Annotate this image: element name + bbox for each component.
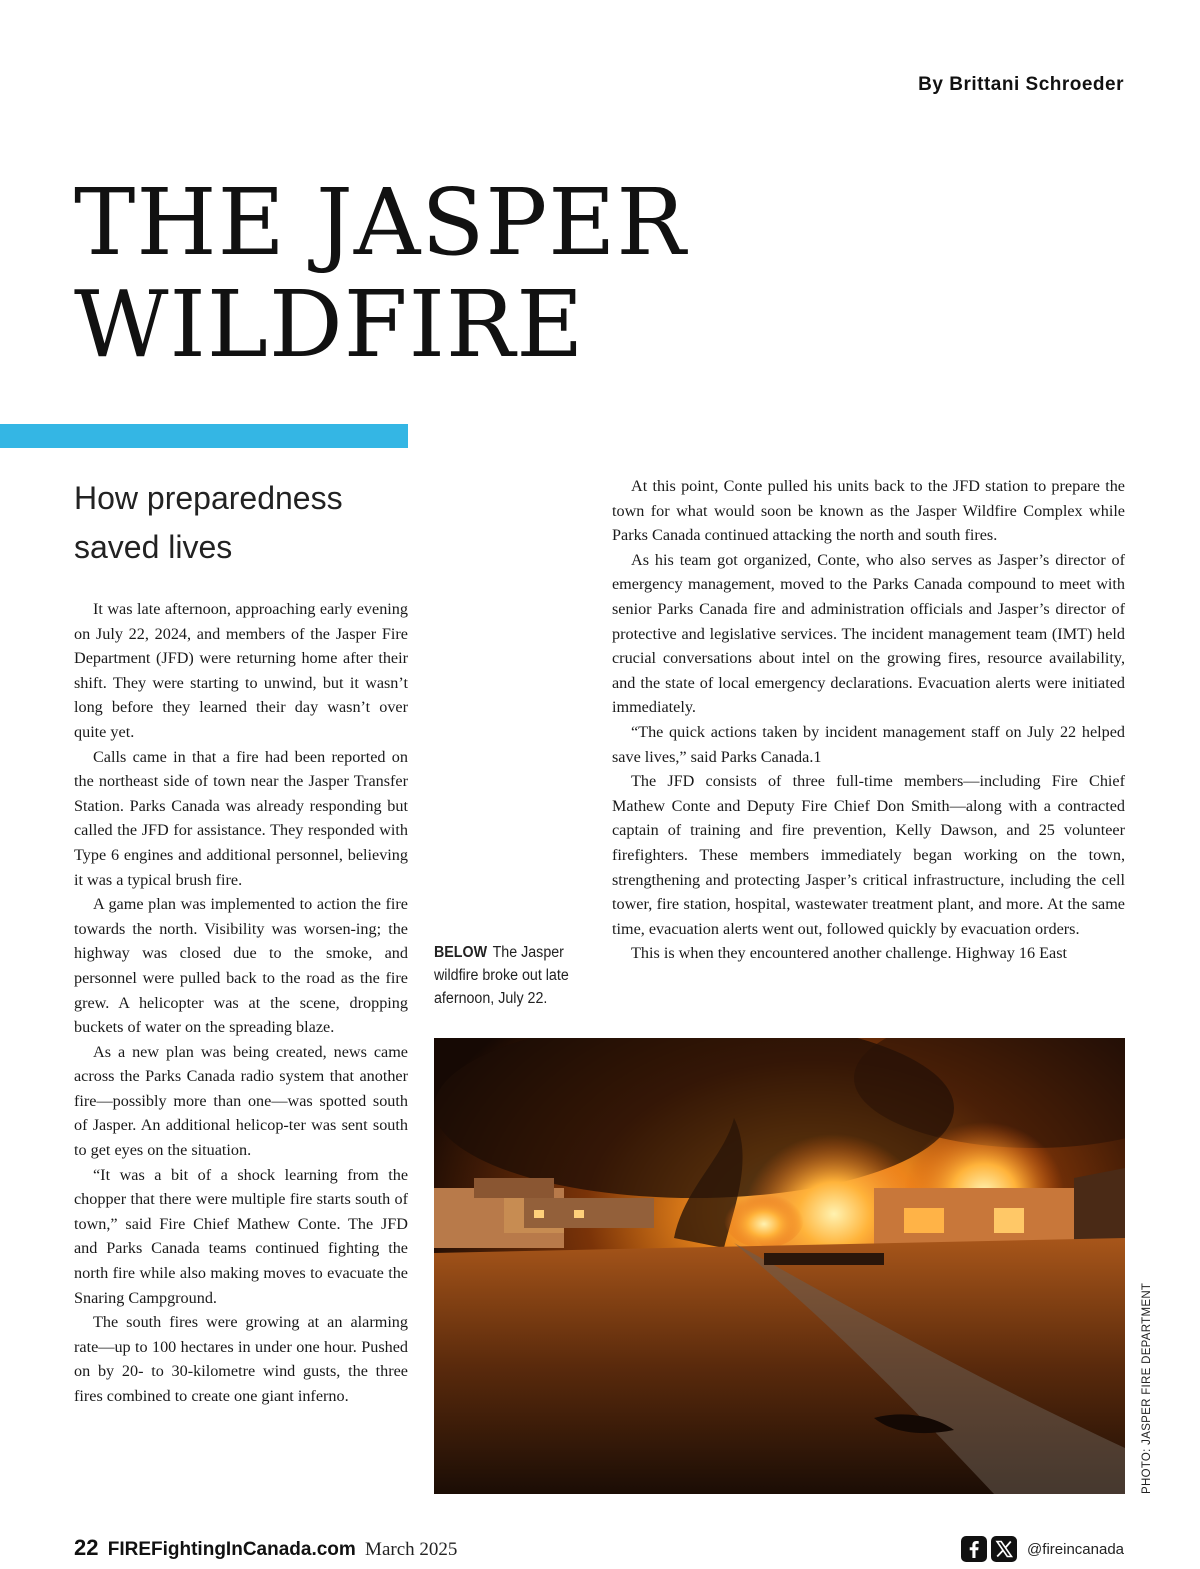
headline-line-2: WILDFIRE (74, 271, 585, 378)
footer-social (961, 1536, 1124, 1562)
photo-caption (434, 941, 581, 1010)
issue-date: March 2025 (365, 1539, 458, 1560)
paragraph: This is when they encountered another challenge. Highway 16 East (631, 944, 1068, 963)
accent-bar (0, 424, 408, 448)
social-handle[interactable]: @fireincanada (1027, 1540, 1124, 1558)
wildfire-photo (434, 1038, 1125, 1494)
site-link[interactable]: FIREFightingInCanada.com (107, 1539, 356, 1560)
paragraph: As his team got organized, Conte, who also serves as Jasper’s director of emergency management, moved to the Parks Canada compound to meet with senior Parks Canada fire and administration officials and Jasper’s director of protective and legislative services. The incident management team (IMT) held crucial conversations about intel on the growing fires, resource availability, and the state of local emergency declarations. Evacuation alerts were initiated immediately. (612, 550, 1125, 717)
caption-text: The Jasper wildfire broke out late afernoon, July 22. (434, 944, 569, 1007)
page-number: 22 (74, 1535, 99, 1560)
paragraph: The south fires were growing at an alarming rate—up to 100 hectares in under one hour. Pushed on by 20- to 30-kilometre wind gusts, the three fires combined to create one giant inferno. (74, 1313, 408, 1405)
wildfire-photo-illustration (434, 1038, 1125, 1494)
facebook-icon[interactable] (961, 1536, 987, 1562)
deck-subtitle: How preparedness saved lives (74, 480, 343, 565)
article-column-right (612, 474, 1125, 966)
x-icon[interactable] (991, 1536, 1017, 1562)
paragraph: A game plan was implemented to action the fire towards the north. Visibility was worsen-ing; the highway was closed due to the smoke, and personnel were pulled back to the road as the fire grew. A helicopter was at the scene, dropping buckets of water on the spreading blaze. (74, 895, 408, 1037)
article-column-left (74, 597, 408, 1409)
headline-line-1: THE JASPER (74, 169, 687, 276)
byline: By Brittani Schroeder (918, 74, 1124, 95)
headline (74, 169, 687, 378)
paragraph: The JFD consists of three full-time members—including Fire Chief Mathew Conte and Deputy Fire Chief Don Smith—along with a contracted captain of training and fire prevention, Kelly Dawson, and 25 volunteer firefighters. These members immediately began working on the town, strengthening and protecting Jasper’s critical infrastructure, including the cell tower, fire station, hospital, wastewater treatment plant, and more. At the same time, evacuation alerts went out, followed quickly by evacuation orders. (612, 772, 1125, 938)
paragraph: Calls came in that a fire had been reported on the northeast side of town near the Jasper Transfer Station. Parks Canada was already responding but called the JFD for assistance. They responded with Type 6 engines and additional personnel, believing it was a typical brush fire. (74, 747, 408, 889)
paragraph: It was late afternoon, approaching early evening on July 22, 2024, and members of the Jasper Fire Department (JFD) were returning home after their shift. They were starting to unwind, but it wasn’t long before they learned their day wasn’t over quite yet. (74, 600, 408, 741)
paragraph: At this point, Conte pulled his units back to the JFD station to prepare the town for what would soon be known as the Jasper Wildfire Complex while Parks Canada continued attacking the north and south fires. (612, 477, 1125, 545)
paragraph: As a new plan was being created, news came across the Parks Canada radio system that another fire—possibly more than one—was spotted south of Jasper. An additional helicop-ter was sent south to get eyes on the situation. (74, 1042, 408, 1160)
photo-credit: PHOTO: JASPER FIRE DEPARTMENT (1141, 1282, 1153, 1494)
footer-folio (74, 1535, 457, 1561)
caption-lead: BELOW (434, 944, 488, 961)
paragraph: “The quick actions taken by incident management staff on July 22 helped save lives,” said Parks Canada.1 (612, 722, 1125, 766)
paragraph: “It was a bit of a shock learning from the chopper that there were multiple fire starts south of town,” said Fire Chief Mathew Conte. The JFD and Parks Canada teams continued fighting the north fire while also making moves to evacuate the Snaring Campground. (74, 1165, 408, 1307)
